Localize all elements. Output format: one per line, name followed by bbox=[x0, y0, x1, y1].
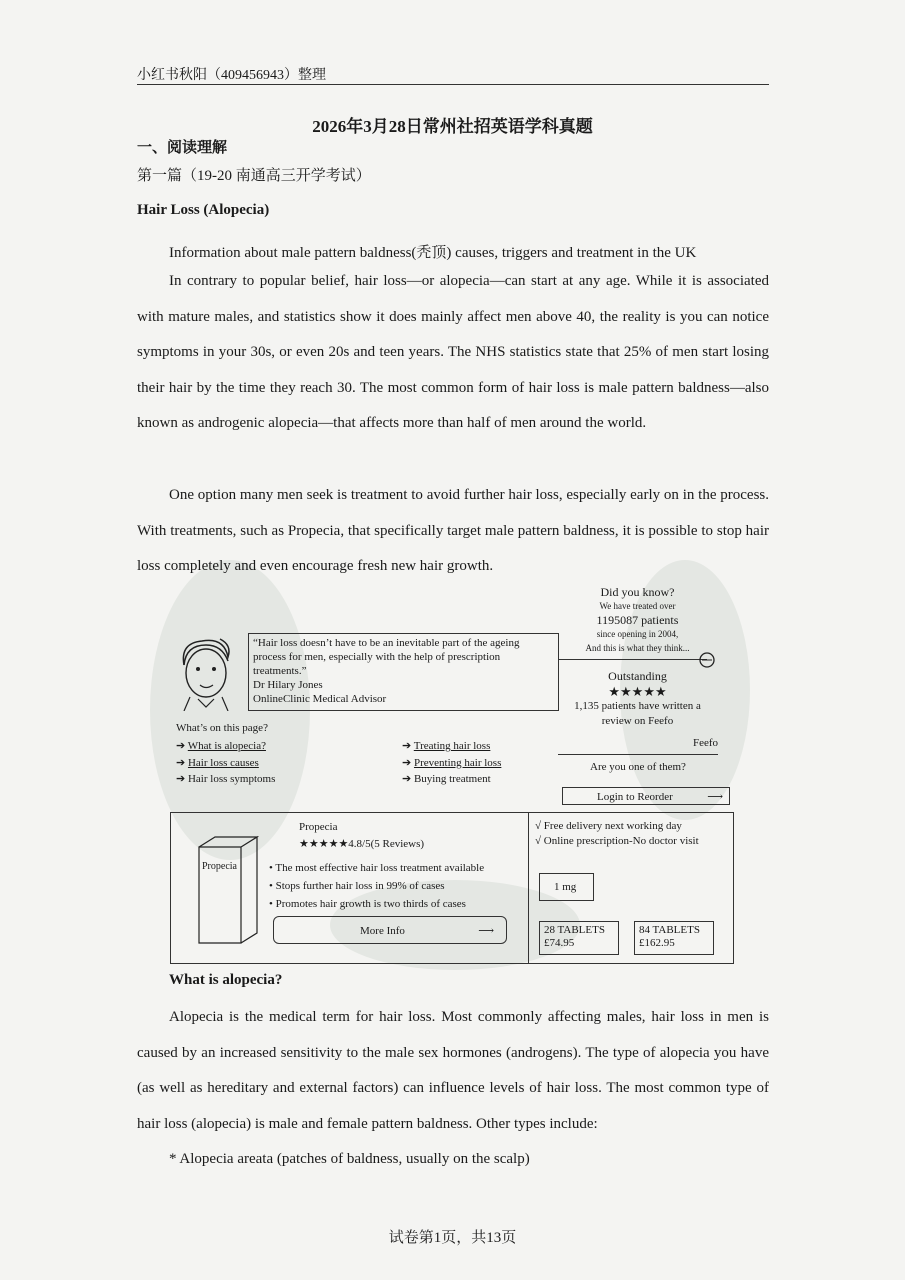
bullet-item: • Stops further hair loss in 99% of cases bbox=[269, 880, 445, 892]
nav-left bbox=[176, 738, 275, 788]
product-box-label: Propecia bbox=[202, 861, 237, 872]
nav-link-preventing[interactable]: Preventing hair loss bbox=[413, 756, 502, 769]
patients-count: 1195087 patients bbox=[596, 613, 679, 627]
feefo-divider bbox=[558, 754, 718, 755]
nav-link-symptoms[interactable]: Hair loss symptoms bbox=[187, 773, 276, 785]
section-subtitle: 第一篇（19-20 南通高三开学考试） bbox=[137, 168, 371, 184]
header-note: 小红书秋阳（409456943）整理 bbox=[137, 68, 326, 83]
tablets-28-price: £74.95 bbox=[544, 937, 575, 949]
delivery-note: √ Free delivery next working day bbox=[535, 820, 682, 832]
product-divider bbox=[528, 813, 529, 963]
advert-figure bbox=[170, 585, 732, 962]
section2-heading: What is alopecia? bbox=[169, 972, 283, 988]
quote-author: Dr Hilary Jones bbox=[253, 679, 323, 691]
quote-role: OnlineClinic Medical Advisor bbox=[253, 693, 387, 705]
product-box bbox=[170, 812, 734, 964]
nav-item[interactable]: ➔ Hair loss causes bbox=[176, 756, 259, 769]
nav-link-treating[interactable]: Treating hair loss bbox=[413, 740, 491, 752]
article-paragraph-2: One option many men seek is treatment to avoid further hair loss, especially early on in the process. With treatments, such as Propecia, that specifically target male pattern baldness, it is possible to stop hair loss completely and even encourage fresh new hair growth. bbox=[137, 487, 769, 575]
nav-item[interactable]: ➔ Hair loss symptoms bbox=[176, 773, 276, 785]
nav-link-causes[interactable]: Hair loss causes bbox=[187, 756, 259, 769]
bullet-text: Promotes hair growth is two thirds of cases bbox=[275, 898, 466, 910]
tablets-84-option[interactable] bbox=[634, 921, 714, 955]
more-info-button[interactable] bbox=[273, 916, 507, 944]
dose-option[interactable] bbox=[539, 873, 594, 901]
bullet-item: • Promotes hair growth is two thirds of cases bbox=[269, 898, 466, 910]
page-footer: 试卷第1页，共13页 bbox=[388, 1230, 517, 1246]
nav-item[interactable]: ➔ Treating hair loss bbox=[402, 740, 491, 752]
reviews-written: 1,135 patients have written a review on Feefo bbox=[574, 700, 701, 727]
article-paragraph-1: In contrary to popular belief, hair loss—or alopecia—can start at any age. While it is associated with mature males, and statistics show it does mainly affect men above 40, the reality is you can notice symptoms in your 30s, or even 20s and teen years. The NHS statistics state that 25% of men start losing their hair by the time they reach 30. The most common form of hair loss is male pattern baldness—also known as androgenic alopecia—that affects more than half of men around the world. bbox=[137, 273, 769, 432]
section2-item-1: * Alopecia areata (patches of baldness, usually on the scalp) bbox=[169, 1151, 530, 1167]
article-heading: Hair Loss (Alopecia) bbox=[137, 202, 270, 218]
treated-over: We have treated over bbox=[599, 601, 676, 611]
section2-paragraph: Alopecia is the medical term for hair loss. Most commonly affecting males, hair loss in men is caused by an increased sensitivity to the male sex hormones (androgens). The type of alopecia you have (as well as hereditary and external factors) can influence levels of hair loss. The most common type of hair loss (alopecia) is male and female pattern baldness. Other types include: bbox=[137, 1009, 769, 1132]
login-label: Login to Reorder bbox=[597, 791, 673, 803]
doctor-quote-box bbox=[248, 633, 559, 711]
tablets-28-option[interactable] bbox=[539, 921, 619, 955]
connector-line bbox=[559, 659, 707, 660]
more-info-label: More Info bbox=[360, 925, 405, 937]
page-title: 2026年3月28日常州社招英语学科真题 bbox=[312, 117, 593, 136]
nav-item[interactable]: ➔ What is alopecia? bbox=[176, 740, 266, 752]
did-you-know: Did you know? bbox=[600, 585, 675, 599]
tablets-84-label: 84 TABLETS bbox=[639, 924, 700, 936]
since-text: since opening in 2004, bbox=[596, 629, 679, 639]
login-reorder-button[interactable] bbox=[562, 787, 730, 805]
tablets-28-label: 28 TABLETS bbox=[544, 924, 605, 936]
feefo-label: Feefo bbox=[692, 737, 718, 749]
dose-label: 1 mg bbox=[554, 881, 577, 893]
quote-text: “Hair loss doesn’t have to be an inevitable part of the ageing process for men, especially with the help of prescription treatments.” bbox=[253, 637, 520, 677]
nav-item[interactable]: ➔ Buying treatment bbox=[402, 773, 491, 785]
arrow-right-icon: ⟶ bbox=[478, 925, 494, 937]
product-name: Propecia bbox=[299, 821, 338, 833]
prescription-note: √ Online prescription-No doctor visit bbox=[535, 835, 699, 847]
nav-link-buying[interactable]: Buying treatment bbox=[413, 773, 491, 785]
tablets-84-price: £162.95 bbox=[639, 937, 675, 949]
doctor-avatar-icon bbox=[176, 635, 238, 711]
are-you-text: Are you one of them? bbox=[590, 761, 686, 773]
bullet-text: Stops further hair loss in 99% of cases bbox=[275, 880, 445, 892]
rating-stars: ★★★★★ bbox=[608, 684, 667, 699]
nav-item[interactable]: ➔ Preventing hair loss bbox=[402, 756, 502, 769]
article-intro: Information about male pattern baldness(秃顶) causes, triggers and treatment in the UK bbox=[169, 245, 697, 261]
nav-link-what-is-alopecia[interactable]: What is alopecia? bbox=[187, 740, 266, 752]
and-this-text: And this is what they think... bbox=[585, 643, 690, 653]
bullet-text: The most effective hair loss treatment available bbox=[275, 862, 485, 874]
header-divider bbox=[137, 84, 769, 85]
nav-right bbox=[402, 738, 501, 788]
bullet-item: • The most effective hair loss treatment available bbox=[269, 862, 485, 874]
section-label: 一、阅读理解 bbox=[137, 140, 228, 156]
whats-on-label: What’s on this page? bbox=[176, 722, 268, 734]
arrow-right-icon: ⟶ bbox=[707, 791, 723, 803]
product-rating: ★★★★★4.8/5(5 Reviews) bbox=[299, 838, 425, 850]
product-box-icon bbox=[197, 835, 259, 945]
outstanding-label: Outstanding bbox=[608, 669, 667, 683]
